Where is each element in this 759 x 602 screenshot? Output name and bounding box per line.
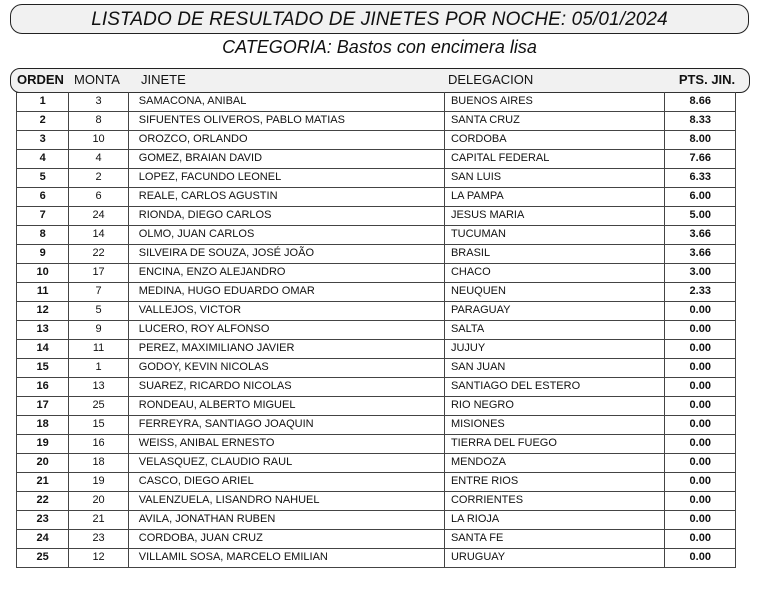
report-title-box (10, 4, 749, 34)
rider-name-cell (128, 283, 444, 302)
rank-cell-text: 3 (39, 133, 46, 145)
points-cell-text: 6.00 (689, 190, 711, 202)
rank-cell (17, 473, 69, 492)
delegation-cell (444, 416, 665, 435)
points-cell (665, 397, 736, 416)
delegation-cell-text: CAPITAL FEDERAL (450, 152, 550, 164)
column-header-delegacion: DELEGACION (448, 72, 534, 87)
monta-cell (69, 359, 128, 378)
monta-cell (69, 302, 128, 321)
rank-cell-text: 8 (39, 228, 46, 240)
points-cell-text: 3.00 (689, 266, 711, 278)
rank-cell (17, 264, 69, 283)
rank-cell-text: 2 (39, 114, 46, 126)
rank-cell-text: 25 (36, 551, 49, 563)
points-cell-text: 0.00 (689, 399, 711, 411)
monta-cell-text: 7 (95, 285, 102, 297)
monta-cell (69, 207, 128, 226)
rank-cell (17, 511, 69, 530)
table-row (17, 397, 736, 416)
points-cell-text: 0.00 (689, 380, 711, 392)
delegation-cell-text: CORRIENTES (450, 494, 524, 506)
monta-cell (69, 112, 128, 131)
monta-cell-text: 25 (92, 399, 105, 411)
delegation-cell-text: SANTA FE (450, 532, 504, 544)
delegation-cell-text: LA RIOJA (450, 513, 500, 525)
points-cell-text: 0.00 (689, 513, 711, 525)
rider-name-cell (128, 340, 444, 359)
delegation-cell-text: ENTRE RIOS (450, 475, 519, 487)
rider-name-cell-text: CORDOBA, JUAN CRUZ (138, 532, 263, 544)
rider-name-cell (128, 473, 444, 492)
monta-cell-text: 6 (95, 190, 102, 202)
rider-name-cell-text: SIFUENTES OLIVEROS, PABLO MATIAS (138, 114, 345, 126)
table-row (17, 169, 736, 188)
table-row (17, 245, 736, 264)
monta-cell (69, 188, 128, 207)
table-row (17, 416, 736, 435)
rank-cell (17, 150, 69, 169)
rank-cell (17, 283, 69, 302)
delegation-cell-text: JUJUY (450, 342, 486, 354)
rank-cell (17, 302, 69, 321)
points-cell (665, 93, 736, 112)
rank-cell-text: 24 (36, 532, 49, 544)
monta-cell-text: 9 (95, 323, 102, 335)
delegation-cell (444, 302, 665, 321)
rider-name-cell-text: LUCERO, ROY ALFONSO (138, 323, 270, 335)
column-header-bar (10, 68, 750, 93)
delegation-cell (444, 112, 665, 131)
rank-cell (17, 397, 69, 416)
delegation-cell-text: NEUQUEN (450, 285, 506, 297)
points-cell (665, 283, 736, 302)
delegation-cell (444, 264, 665, 283)
rank-cell-text: 1 (39, 95, 46, 107)
delegation-cell (444, 378, 665, 397)
monta-cell (69, 283, 128, 302)
table-row (17, 378, 736, 397)
rider-name-cell-text: RIONDA, DIEGO CARLOS (138, 209, 272, 221)
monta-cell (69, 245, 128, 264)
monta-cell-text: 24 (92, 209, 105, 221)
rider-name-cell (128, 131, 444, 150)
table-row (17, 264, 736, 283)
delegation-cell (444, 435, 665, 454)
table-row (17, 359, 736, 378)
delegation-cell-text: URUGUAY (450, 551, 506, 563)
table-row (17, 150, 736, 169)
points-cell-text: 0.00 (689, 323, 711, 335)
rider-name-cell-text: SILVEIRA DE SOUZA, JOSÉ JOÃO (138, 247, 314, 259)
rank-cell (17, 245, 69, 264)
rider-name-cell-text: LOPEZ, FACUNDO LEONEL (138, 171, 282, 183)
rank-cell (17, 207, 69, 226)
points-cell (665, 340, 736, 359)
monta-cell (69, 435, 128, 454)
delegation-cell-text: MENDOZA (450, 456, 506, 468)
table-row (17, 473, 736, 492)
monta-cell (69, 454, 128, 473)
rank-cell (17, 378, 69, 397)
rider-name-cell (128, 245, 444, 264)
column-header-jinete: JINETE (141, 72, 186, 87)
monta-cell (69, 93, 128, 112)
monta-cell-text: 22 (92, 247, 105, 259)
monta-cell-text: 1 (95, 361, 102, 373)
points-cell-text: 8.00 (689, 133, 711, 145)
points-cell (665, 150, 736, 169)
monta-cell (69, 549, 128, 568)
monta-cell-text: 23 (92, 532, 105, 544)
monta-cell-text: 2 (95, 171, 102, 183)
rider-name-cell (128, 359, 444, 378)
rank-cell (17, 321, 69, 340)
delegation-cell (444, 188, 665, 207)
monta-cell-text: 5 (95, 304, 102, 316)
rider-name-cell (128, 169, 444, 188)
table-row (17, 131, 736, 150)
points-cell (665, 302, 736, 321)
rank-cell-text: 22 (36, 494, 49, 506)
rider-name-cell (128, 150, 444, 169)
rider-name-cell-text: CASCO, DIEGO ARIEL (138, 475, 254, 487)
points-cell (665, 207, 736, 226)
monta-cell-text: 10 (92, 133, 105, 145)
rider-name-cell (128, 378, 444, 397)
monta-cell (69, 321, 128, 340)
rider-name-cell-text: GODOY, KEVIN NICOLAS (138, 361, 269, 373)
delegation-cell-text: JESUS MARIA (450, 209, 525, 221)
points-cell (665, 473, 736, 492)
monta-cell-text: 12 (92, 551, 105, 563)
rider-name-cell (128, 492, 444, 511)
rank-cell-text: 9 (39, 247, 46, 259)
rank-cell-text: 13 (36, 323, 49, 335)
points-cell (665, 321, 736, 340)
delegation-cell (444, 150, 665, 169)
delegation-cell-text: SANTIAGO DEL ESTERO (450, 380, 581, 392)
rider-name-cell (128, 454, 444, 473)
table-row (17, 226, 736, 245)
table-row (17, 340, 736, 359)
delegation-cell-text: SANTA CRUZ (450, 114, 520, 126)
points-cell-text: 0.00 (689, 342, 711, 354)
points-cell-text: 8.66 (689, 95, 711, 107)
delegation-cell (444, 226, 665, 245)
rank-cell-text: 21 (36, 475, 49, 487)
rank-cell (17, 131, 69, 150)
delegation-cell (444, 340, 665, 359)
delegation-cell (444, 511, 665, 530)
delegation-cell-text: PARAGUAY (450, 304, 511, 316)
rank-cell-text: 6 (39, 190, 46, 202)
delegation-cell-text: TIERRA DEL FUEGO (450, 437, 557, 449)
results-table-body (17, 93, 736, 568)
rider-name-cell (128, 93, 444, 112)
rider-name-cell-text: VELASQUEZ, CLAUDIO RAUL (138, 456, 293, 468)
delegation-cell-text: CORDOBA (450, 133, 507, 145)
rider-name-cell (128, 207, 444, 226)
rank-cell (17, 188, 69, 207)
monta-cell (69, 397, 128, 416)
delegation-cell (444, 397, 665, 416)
rider-name-cell (128, 188, 444, 207)
delegation-cell (444, 131, 665, 150)
rider-name-cell (128, 549, 444, 568)
points-cell-text: 0.00 (689, 418, 711, 430)
monta-cell (69, 530, 128, 549)
rank-cell-text: 15 (36, 361, 49, 373)
points-cell-text: 0.00 (689, 475, 711, 487)
monta-cell-text: 15 (92, 418, 105, 430)
points-cell-text: 0.00 (689, 532, 711, 544)
rider-name-cell-text: VALLEJOS, VICTOR (138, 304, 242, 316)
points-cell (665, 245, 736, 264)
column-header-pts: PTS. JIN. (678, 72, 736, 87)
rank-cell (17, 549, 69, 568)
delegation-cell (444, 549, 665, 568)
rider-name-cell-text: SAMACONA, ANIBAL (138, 95, 247, 107)
monta-cell (69, 226, 128, 245)
monta-cell-text: 21 (92, 513, 105, 525)
points-cell-text: 3.66 (689, 228, 711, 240)
points-cell (665, 188, 736, 207)
rank-cell-text: 23 (36, 513, 49, 525)
rank-cell-text: 7 (39, 209, 46, 221)
rider-name-cell-text: FERREYRA, SANTIAGO JOAQUIN (138, 418, 314, 430)
rank-cell (17, 492, 69, 511)
rank-cell (17, 112, 69, 131)
monta-cell (69, 264, 128, 283)
rider-name-cell (128, 112, 444, 131)
points-cell-text: 0.00 (689, 304, 711, 316)
rank-cell-text: 16 (36, 380, 49, 392)
monta-cell-text: 19 (92, 475, 105, 487)
rider-name-cell (128, 226, 444, 245)
rank-cell-text: 10 (36, 266, 49, 278)
points-cell (665, 112, 736, 131)
delegation-cell-text: BRASIL (450, 247, 491, 259)
points-cell-text: 6.33 (689, 171, 711, 183)
column-header-orden: ORDEN (17, 72, 64, 87)
report-title: LISTADO DE RESULTADO DE JINETES POR NOCHE: 05/01/2024 (91, 9, 668, 30)
monta-cell (69, 378, 128, 397)
rider-name-cell-text: RONDEAU, ALBERTO MIGUEL (138, 399, 296, 411)
monta-cell (69, 131, 128, 150)
rider-name-cell-text: GOMEZ, BRAIAN DAVID (138, 152, 263, 164)
monta-cell (69, 169, 128, 188)
points-cell (665, 492, 736, 511)
points-cell (665, 511, 736, 530)
table-row (17, 321, 736, 340)
rank-cell-text: 5 (39, 171, 46, 183)
points-cell (665, 169, 736, 188)
delegation-cell-text: LA PAMPA (450, 190, 504, 202)
monta-cell-text: 3 (95, 95, 102, 107)
rider-name-cell-text: VILLAMIL SOSA, MARCELO EMILIAN (138, 551, 328, 563)
points-cell (665, 264, 736, 283)
rank-cell (17, 340, 69, 359)
table-row (17, 435, 736, 454)
delegation-cell-text: TUCUMAN (450, 228, 506, 240)
rider-name-cell-text: SUAREZ, RICARDO NICOLAS (138, 380, 292, 392)
delegation-cell (444, 359, 665, 378)
rider-name-cell (128, 530, 444, 549)
table-row (17, 112, 736, 131)
points-cell (665, 359, 736, 378)
points-cell (665, 549, 736, 568)
points-cell-text: 0.00 (689, 494, 711, 506)
results-table (16, 92, 736, 568)
points-cell-text: 2.33 (689, 285, 711, 297)
points-cell-text: 0.00 (689, 437, 711, 449)
rider-name-cell (128, 397, 444, 416)
table-row (17, 549, 736, 568)
delegation-cell-text: SALTA (450, 323, 485, 335)
delegation-cell (444, 530, 665, 549)
delegation-cell-text: MISIONES (450, 418, 505, 430)
rider-name-cell (128, 302, 444, 321)
points-cell (665, 530, 736, 549)
delegation-cell-text: CHACO (450, 266, 491, 278)
rank-cell-text: 20 (36, 456, 49, 468)
category-subtitle: CATEGORIA: Bastos con encimera lisa (222, 37, 537, 57)
rider-name-cell (128, 435, 444, 454)
rank-cell-text: 18 (36, 418, 49, 430)
rider-name-cell-text: REALE, CARLOS AGUSTIN (138, 190, 278, 202)
rank-cell (17, 416, 69, 435)
table-row (17, 511, 736, 530)
delegation-cell-text: SAN JUAN (450, 361, 506, 373)
monta-cell-text: 18 (92, 456, 105, 468)
delegation-cell (444, 321, 665, 340)
points-cell-text: 0.00 (689, 551, 711, 563)
delegation-cell (444, 492, 665, 511)
monta-cell-text: 16 (92, 437, 105, 449)
rank-cell (17, 226, 69, 245)
column-header-monta: MONTA (74, 72, 120, 87)
monta-cell (69, 416, 128, 435)
table-row (17, 492, 736, 511)
delegation-cell (444, 93, 665, 112)
monta-cell-text: 20 (92, 494, 105, 506)
monta-cell (69, 150, 128, 169)
rider-name-cell (128, 321, 444, 340)
delegation-cell (444, 454, 665, 473)
rank-cell (17, 435, 69, 454)
rank-cell-text: 14 (36, 342, 49, 354)
points-cell (665, 131, 736, 150)
rank-cell (17, 454, 69, 473)
rider-name-cell (128, 416, 444, 435)
monta-cell (69, 492, 128, 511)
table-row (17, 454, 736, 473)
monta-cell (69, 511, 128, 530)
points-cell-text: 0.00 (689, 456, 711, 468)
table-row (17, 93, 736, 112)
rider-name-cell-text: VALENZUELA, LISANDRO NAHUEL (138, 494, 320, 506)
table-row (17, 302, 736, 321)
delegation-cell (444, 245, 665, 264)
rank-cell-text: 12 (36, 304, 49, 316)
rank-cell-text: 11 (36, 285, 49, 297)
delegation-cell (444, 169, 665, 188)
monta-cell-text: 17 (92, 266, 105, 278)
points-cell (665, 454, 736, 473)
rider-name-cell (128, 264, 444, 283)
rank-cell-text: 4 (39, 152, 46, 164)
table-row (17, 283, 736, 302)
rider-name-cell (128, 511, 444, 530)
delegation-cell-text: SAN LUIS (450, 171, 502, 183)
points-cell-text: 8.33 (689, 114, 711, 126)
rider-name-cell-text: OROZCO, ORLANDO (138, 133, 248, 145)
rider-name-cell-text: OLMO, JUAN CARLOS (138, 228, 255, 240)
rank-cell-text: 19 (36, 437, 49, 449)
rider-name-cell-text: AVILA, JONATHAN RUBEN (138, 513, 276, 525)
delegation-cell (444, 283, 665, 302)
points-cell-text: 3.66 (689, 247, 711, 259)
delegation-cell-text: RIO NEGRO (450, 399, 514, 411)
monta-cell-text: 4 (95, 152, 102, 164)
delegation-cell (444, 473, 665, 492)
rank-cell (17, 93, 69, 112)
rank-cell-text: 17 (36, 399, 49, 411)
monta-cell-text: 8 (95, 114, 102, 126)
rank-cell (17, 359, 69, 378)
points-cell-text: 7.66 (689, 152, 711, 164)
points-cell (665, 416, 736, 435)
rank-cell (17, 169, 69, 188)
points-cell-text: 5.00 (689, 209, 711, 221)
monta-cell-text: 13 (92, 380, 105, 392)
points-cell (665, 378, 736, 397)
delegation-cell (444, 207, 665, 226)
monta-cell (69, 340, 128, 359)
rider-name-cell-text: WEISS, ANIBAL ERNESTO (138, 437, 275, 449)
delegation-cell-text: BUENOS AIRES (450, 95, 533, 107)
monta-cell-text: 14 (92, 228, 105, 240)
points-cell (665, 435, 736, 454)
table-row (17, 207, 736, 226)
rider-name-cell-text: ENCINA, ENZO ALEJANDRO (138, 266, 286, 278)
rank-cell (17, 530, 69, 549)
rider-name-cell-text: MEDINA, HUGO EDUARDO OMAR (138, 285, 315, 297)
table-row (17, 530, 736, 549)
monta-cell-text: 11 (92, 342, 105, 354)
points-cell (665, 226, 736, 245)
rider-name-cell-text: PEREZ, MAXIMILIANO JAVIER (138, 342, 295, 354)
points-cell-text: 0.00 (689, 361, 711, 373)
monta-cell (69, 473, 128, 492)
table-row (17, 188, 736, 207)
